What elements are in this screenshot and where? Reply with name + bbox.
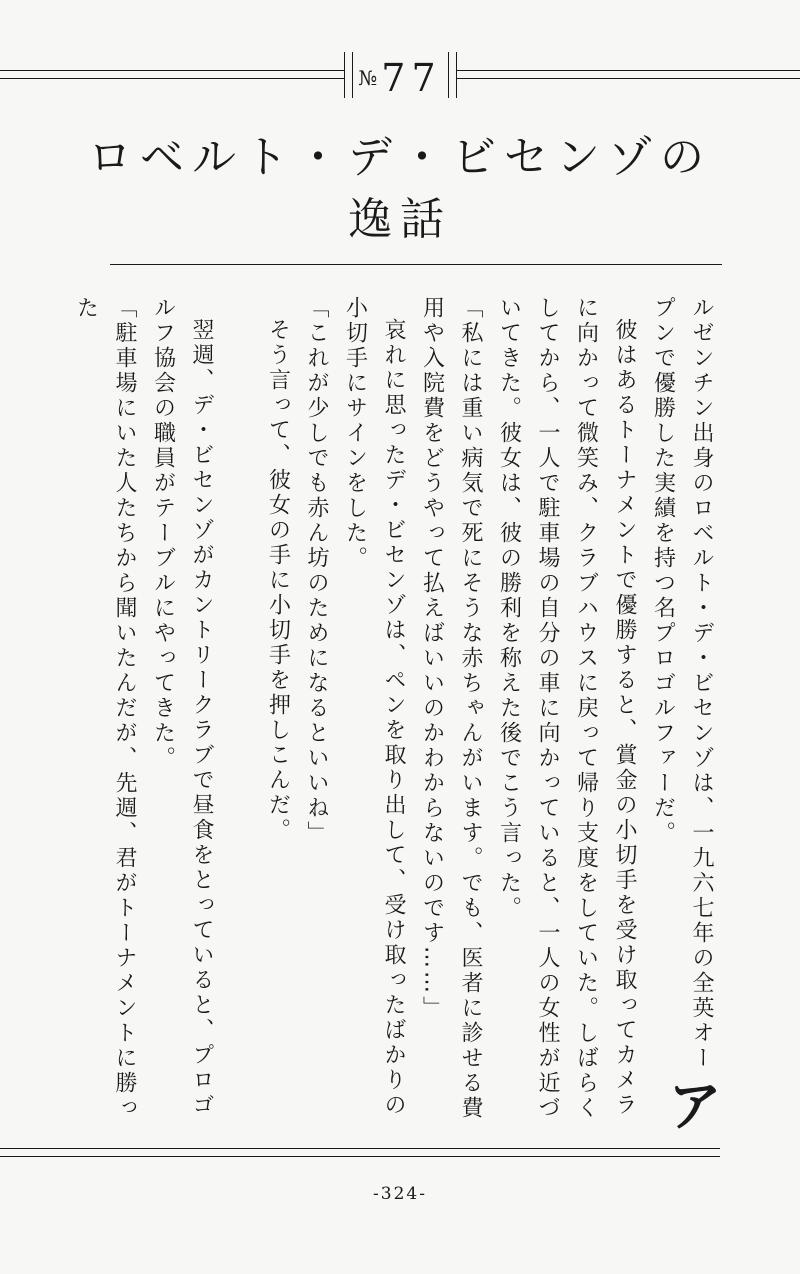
numero-sign: № bbox=[358, 66, 378, 90]
paragraph-1-text: ルゼンチン出身のロベルト・デ・ビセンゾは、一九六七年の全英オープンで優勝した実績を持つ名プロゴルファーだ。 bbox=[650, 296, 714, 1071]
header-bar-left-1 bbox=[344, 52, 345, 98]
vertical-body-text bbox=[73, 296, 723, 1136]
paragraph-2: 彼はあるトーナメントで優勝すると、賞金の小切手を受け取ってカメラに向かって微笑み、クラブハウスに戻って帰り支度をしていた。しばらくしてから、一人で駐車場の自分の車に向かっていると、一人の女性が近づいてきた。彼女は、彼の勝利を称えた後でこう言った。 bbox=[496, 296, 637, 1121]
chapter-number bbox=[358, 50, 442, 106]
header-bar-left-2 bbox=[352, 52, 353, 98]
paragraph-4: 哀れに思ったデ・ビセンゾは、ペンを取り出して、受け取ったばかりの小切手にサインをした。 bbox=[342, 296, 406, 1118]
title-divider bbox=[110, 264, 722, 265]
paragraph-7: 翌週、デ・ビセンゾがカントリークラブで昼食をとっていると、プロゴルフ協会の職員がテーブルにやってきた。 bbox=[150, 296, 214, 1118]
drop-cap: ア bbox=[658, 1076, 723, 1135]
footer-rule-top bbox=[0, 1148, 720, 1149]
page-title-line-2: 逸話 bbox=[348, 194, 452, 245]
paragraph-3: 「私には重い病気で死にそうな赤ちゃんがいます。でも、医者に診せる費用や入院費をどうやって払えばいいのかわからないのです……」 bbox=[419, 296, 483, 1121]
header-bar-right-2 bbox=[456, 52, 457, 98]
paragraph-1 bbox=[643, 296, 723, 1136]
paragraph-5: 「これが少しでも赤ん坊のためになるといいね」 bbox=[304, 296, 329, 846]
footer-rule-bottom bbox=[0, 1156, 720, 1157]
header-rule-right-bottom bbox=[456, 78, 800, 79]
page-title-line-1: ロベルト・デ・ビセンゾの bbox=[88, 132, 712, 183]
paragraph-8: 「駐車場にいた人たちから聞いたんだが、先週、君がトーナメントに勝った bbox=[73, 296, 137, 1121]
page-number: -324- bbox=[373, 1184, 427, 1204]
header-bar-right-1 bbox=[448, 52, 449, 98]
chapter-number-value: 77 bbox=[381, 56, 442, 100]
paragraph-6: そう言って、彼女の手に小切手を押しこんだ。 bbox=[265, 318, 291, 843]
header-rule-right-top bbox=[456, 70, 800, 71]
header-rule-left-bottom bbox=[0, 78, 344, 79]
header-rule-left-top bbox=[0, 70, 344, 71]
